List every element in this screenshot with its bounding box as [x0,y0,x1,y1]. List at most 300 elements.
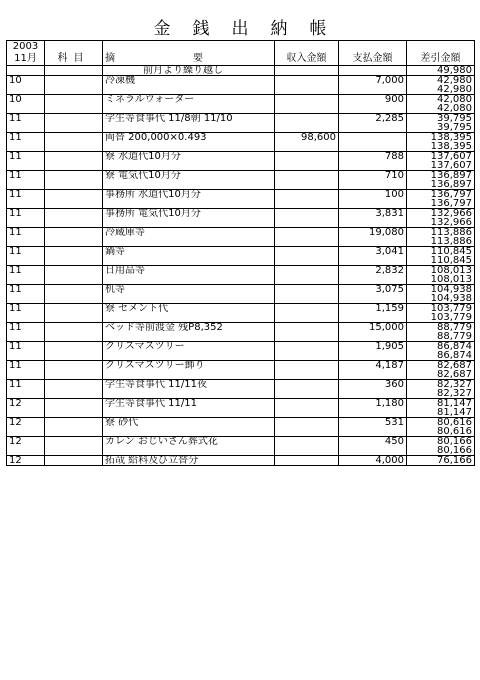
entry-balance: 86,874 [407,342,475,352]
entry-description: 寮 砂代 [103,418,275,428]
carry-balance: 137,607 [407,161,475,171]
entry-kamoku [45,304,103,314]
carry-row [7,294,475,304]
carry-empty-cell [103,85,275,95]
entry-kamoku [45,133,103,143]
carry-row [7,275,475,285]
carry-row [7,313,475,323]
header-row [7,41,475,66]
carry-balance: 110,845 [407,256,475,266]
carry-empty-cell [275,389,339,399]
entry-income [275,228,339,238]
page-title: 金銭出納帳 [153,19,349,39]
entry-description: カレン おじいさん葬式花 [103,437,275,447]
carry-balance: 88,779 [407,332,475,342]
carry-empty-cell [7,446,45,456]
carry-empty-cell [339,351,407,361]
entry-description: 拓哉 給料及び立替分 [103,456,275,466]
carry-empty-cell [339,389,407,399]
entry-income [275,323,339,333]
entry-date: 11 [7,323,45,333]
entry-income [275,171,339,181]
entry-date: 12 [7,399,45,409]
entry-balance: 39,795 [407,114,475,124]
carry-empty-cell [275,199,339,209]
carry-empty-cell [275,161,339,171]
carry-balance: 103,779 [407,313,475,323]
table-row [7,418,475,428]
carry-empty-cell [45,427,103,437]
entry-expense: 3,041 [339,247,407,257]
carry-empty-cell [45,313,103,323]
header-expense: 支払金額 [339,41,407,66]
entry-income: 98,600 [275,133,339,143]
carry-empty-cell [45,142,103,152]
carry-empty-cell [275,275,339,285]
carry-empty-cell [103,389,275,399]
entry-description: 冷凍機 [103,76,275,86]
carry-empty-cell [7,237,45,247]
entry-balance: 80,166 [407,437,475,447]
carry-empty-cell [103,370,275,380]
carry-empty-cell [103,294,275,304]
carry-row [7,389,475,399]
carry-empty-cell [339,427,407,437]
table-row [7,361,475,371]
entry-date: 11 [7,285,45,295]
entry-date: 11 [7,152,45,162]
entry-income [275,380,339,390]
carry-empty-cell [103,123,275,133]
carry-empty-cell [339,142,407,152]
carry-balance: 136,897 [407,180,475,190]
table-row [7,437,475,447]
entry-date: 10 [7,76,45,86]
carry-empty-cell [7,161,45,171]
carry-row [7,123,475,133]
carry-empty-cell [339,446,407,456]
entry-kamoku [45,247,103,257]
carry-row [7,332,475,342]
carry-empty-cell [45,123,103,133]
entry-kamoku [45,456,103,466]
entry-expense: 710 [339,171,407,181]
carry-empty-cell [339,275,407,285]
carry-empty-cell [45,104,103,114]
carry-balance: 42,980 [407,85,475,95]
carry-empty-cell [339,370,407,380]
table-row [7,76,475,86]
entry-balance: 103,779 [407,304,475,314]
entry-income [275,456,339,466]
table-row [7,190,475,200]
entry-expense: 2,832 [339,266,407,276]
carry-empty-cell [45,370,103,380]
carry-balance: 39,795 [407,123,475,133]
entry-date: 11 [7,266,45,276]
table-row [7,380,475,390]
entry-expense: 1,905 [339,342,407,352]
carry-empty-cell [7,256,45,266]
carry-row [7,199,475,209]
entry-description: 日用品等 [103,266,275,276]
carry-balance: 82,327 [407,389,475,399]
carry-empty-cell [275,370,339,380]
carry-empty-cell [45,389,103,399]
carry-balance: 80,616 [407,427,475,437]
carry-empty-cell [339,104,407,114]
entry-expense: 3,075 [339,285,407,295]
entry-expense: 360 [339,380,407,390]
header-income: 収入金額 [275,41,339,66]
carry-empty-cell [103,218,275,228]
entry-description: 学生等食事代 11/11 [103,399,275,409]
carry-empty-cell [275,85,339,95]
entry-income [275,361,339,371]
entry-description: 寮 水道代10月分 [103,152,275,162]
carry-empty-cell [7,313,45,323]
entry-expense: 100 [339,190,407,200]
entry-income [275,95,339,105]
carry-balance: 81,147 [407,408,475,418]
carry-empty-cell [339,123,407,133]
carry-empty-cell [103,332,275,342]
carry-empty-cell [339,180,407,190]
table-row [7,323,475,333]
carry-empty-cell [7,427,45,437]
carry-empty-cell [7,180,45,190]
entry-kamoku [45,152,103,162]
carry-row [7,427,475,437]
entry-balance: 108,013 [407,266,475,276]
carry-empty-cell [275,294,339,304]
entry-kamoku [45,190,103,200]
entry-balance: 42,080 [407,95,475,105]
entry-kamoku [45,266,103,276]
entry-balance: 136,797 [407,190,475,200]
entry-balance: 80,616 [407,418,475,428]
entry-date: 11 [7,190,45,200]
entry-date: 11 [7,247,45,257]
table-row [7,114,475,124]
entry-income [275,418,339,428]
entry-balance: 113,886 [407,228,475,238]
entry-kamoku [45,399,103,409]
carry-empty-cell [45,256,103,266]
header-tekiyo-2: 要 [193,53,203,64]
entry-expense: 4,000 [339,456,407,466]
carry-empty-cell [339,256,407,266]
carry-empty-cell [45,332,103,342]
carry-balance: 86,874 [407,351,475,361]
carry-empty-cell [45,85,103,95]
entry-income [275,285,339,295]
carry-empty-cell [45,218,103,228]
carry-empty-cell [339,313,407,323]
carry-empty-cell [339,161,407,171]
carry-empty-cell [103,256,275,266]
carry-empty-cell [7,332,45,342]
entry-date: 11 [7,209,45,219]
carry-empty-cell [275,180,339,190]
carry-empty-cell [275,408,339,418]
carry-empty-cell [275,446,339,456]
table-row [7,285,475,295]
carry-empty-cell [7,370,45,380]
carry-empty-cell [45,275,103,285]
carry-empty-cell [7,85,45,95]
carry-empty-cell [45,161,103,171]
carry-empty-cell [339,294,407,304]
header-balance: 差引金額 [407,41,475,66]
carry-balance: 104,938 [407,294,475,304]
carry-empty-cell [45,180,103,190]
entry-expense: 7,000 [339,76,407,86]
entry-date: 12 [7,456,45,466]
table-row [7,247,475,257]
entry-description: 事務所 水道代10月分 [103,190,275,200]
entry-description: ミネラルウォーター [103,95,275,105]
entry-description: 事務所 電気代10月分 [103,209,275,219]
entry-date: 11 [7,228,45,238]
entry-expense: 531 [339,418,407,428]
table-row [7,171,475,181]
carry-empty-cell [45,446,103,456]
carry-empty-cell [7,123,45,133]
entry-description: 冷蔵庫等 [103,228,275,238]
carry-empty-cell [275,104,339,114]
header-tekiyo-1: 摘 [105,53,115,64]
carry-empty-cell [7,199,45,209]
entry-balance: 132,966 [407,209,475,219]
entry-kamoku [45,95,103,105]
entry-date: 11 [7,133,45,143]
carry-empty-cell [7,389,45,399]
ledger-body [7,66,475,466]
header-date [7,41,45,66]
table-row [7,133,475,143]
carry-empty-cell [275,142,339,152]
carry-empty-cell [339,237,407,247]
entry-kamoku [45,418,103,428]
carry-empty-cell [275,218,339,228]
entry-balance: 104,938 [407,285,475,295]
carry-balance: 136,797 [407,199,475,209]
table-row [7,209,475,219]
entry-kamoku [45,361,103,371]
entry-date: 11 [7,342,45,352]
table-row [7,342,475,352]
carry-empty-cell [7,408,45,418]
carry-balance: 80,166 [407,446,475,456]
entry-date: 10 [7,95,45,105]
table-row [7,228,475,238]
entry-income [275,76,339,86]
entry-kamoku [45,209,103,219]
entry-expense: 1,159 [339,304,407,314]
carry-over-label: 前月より繰り越し [103,66,275,76]
entry-date: 12 [7,437,45,447]
entry-income [275,209,339,219]
carry-empty-cell [7,294,45,304]
carry-row [7,351,475,361]
carry-empty-cell [103,275,275,285]
carry-balance: 138,395 [407,142,475,152]
carry-row [7,218,475,228]
table-row [7,266,475,276]
entry-expense: 3,831 [339,209,407,219]
entry-kamoku [45,228,103,238]
entry-description: ベッド等前渡金 残P8,352 [103,323,275,333]
entry-description: 寮 セメント代 [103,304,275,314]
entry-income [275,304,339,314]
table-row [7,456,475,466]
carry-empty-cell [103,313,275,323]
carry-empty-cell [103,446,275,456]
carry-balance: 82,687 [407,370,475,380]
entry-income [275,437,339,447]
carry-empty-cell [7,351,45,361]
header-tekiyo [103,41,275,66]
header-kamoku: 科目 [45,41,103,66]
carry-over-balance: 49,980 [407,66,475,76]
carry-empty-cell [7,275,45,285]
entry-date: 11 [7,171,45,181]
carry-row [7,104,475,114]
entry-kamoku [45,171,103,181]
carry-empty-cell [275,237,339,247]
entry-expense: 788 [339,152,407,162]
carry-row [7,85,475,95]
carry-empty-cell [339,199,407,209]
carry-row [7,370,475,380]
entry-description: 机等 [103,285,275,295]
entry-balance: 136,897 [407,171,475,181]
entry-income [275,266,339,276]
carry-row [7,256,475,266]
entry-income [275,247,339,257]
cash-ledger-table [6,40,475,466]
entry-date: 12 [7,418,45,428]
entry-balance: 82,687 [407,361,475,371]
carry-empty-cell [275,256,339,266]
carry-row [7,237,475,247]
carry-empty-cell [339,408,407,418]
carry-empty-cell [45,237,103,247]
entry-date: 11 [7,361,45,371]
carry-empty-cell [103,427,275,437]
carry-empty-cell [275,313,339,323]
entry-date: 11 [7,304,45,314]
carry-empty-cell [7,142,45,152]
carry-empty-cell [275,332,339,342]
entry-balance: 81,147 [407,399,475,409]
entry-balance: 137,607 [407,152,475,162]
entry-expense: 2,285 [339,114,407,124]
carry-empty-cell [103,104,275,114]
entry-kamoku [45,437,103,447]
entry-income [275,114,339,124]
carry-empty-cell [45,351,103,361]
carry-empty-cell [339,332,407,342]
carry-row [7,161,475,171]
carry-balance: 113,886 [407,237,475,247]
entry-description: 鍋等 [103,247,275,257]
carry-empty-cell [45,294,103,304]
entry-expense [339,133,407,143]
entry-kamoku [45,114,103,124]
entry-kamoku [45,76,103,86]
entry-kamoku [45,285,103,295]
carry-empty-cell [7,218,45,228]
entry-description: クリスマスツリー [103,342,275,352]
entry-kamoku [45,342,103,352]
header-year: 2003 [12,41,39,52]
entry-kamoku [45,380,103,390]
carry-empty-cell [7,104,45,114]
carry-over-row [7,66,475,76]
carry-empty-cell [339,85,407,95]
entry-income [275,152,339,162]
carry-empty-cell [103,180,275,190]
carry-row [7,446,475,456]
entry-balance: 110,845 [407,247,475,257]
carry-empty-cell [339,218,407,228]
carry-empty-cell [45,199,103,209]
entry-description: クリスマスツリー飾り [103,361,275,371]
entry-description: 両替 200,000×0.493 [103,133,275,143]
carry-balance: 108,013 [407,275,475,285]
carry-empty-cell [45,408,103,418]
entry-expense: 15,000 [339,323,407,333]
carry-empty-cell [275,351,339,361]
entry-expense: 1,180 [339,399,407,409]
entry-expense: 900 [339,95,407,105]
carry-row [7,180,475,190]
header-month: 11月 [14,53,37,64]
entry-expense: 450 [339,437,407,447]
entry-date: 11 [7,114,45,124]
entry-balance: 76,166 [407,456,475,466]
carry-empty-cell [103,237,275,247]
entry-balance: 138,395 [407,133,475,143]
carry-empty-cell [103,161,275,171]
carry-empty-cell [103,142,275,152]
entry-balance: 42,980 [407,76,475,86]
entry-income [275,342,339,352]
entry-description: 寮 電気代10月分 [103,171,275,181]
table-row [7,95,475,105]
entry-expense: 19,080 [339,228,407,238]
carry-balance: 42,080 [407,104,475,114]
entry-kamoku [45,323,103,333]
carry-balance: 132,966 [407,218,475,228]
carry-row [7,142,475,152]
entry-balance: 82,327 [407,380,475,390]
entry-balance: 88,779 [407,323,475,333]
entry-income [275,399,339,409]
carry-empty-cell [103,351,275,361]
carry-row [7,408,475,418]
carry-empty-cell [275,123,339,133]
entry-description: 学生等食事代 11/8朝 11/10 [103,114,275,124]
carry-empty-cell [275,427,339,437]
table-row [7,304,475,314]
carry-empty-cell [103,199,275,209]
entry-date: 11 [7,380,45,390]
entry-expense: 4,187 [339,361,407,371]
carry-empty-cell [103,408,275,418]
